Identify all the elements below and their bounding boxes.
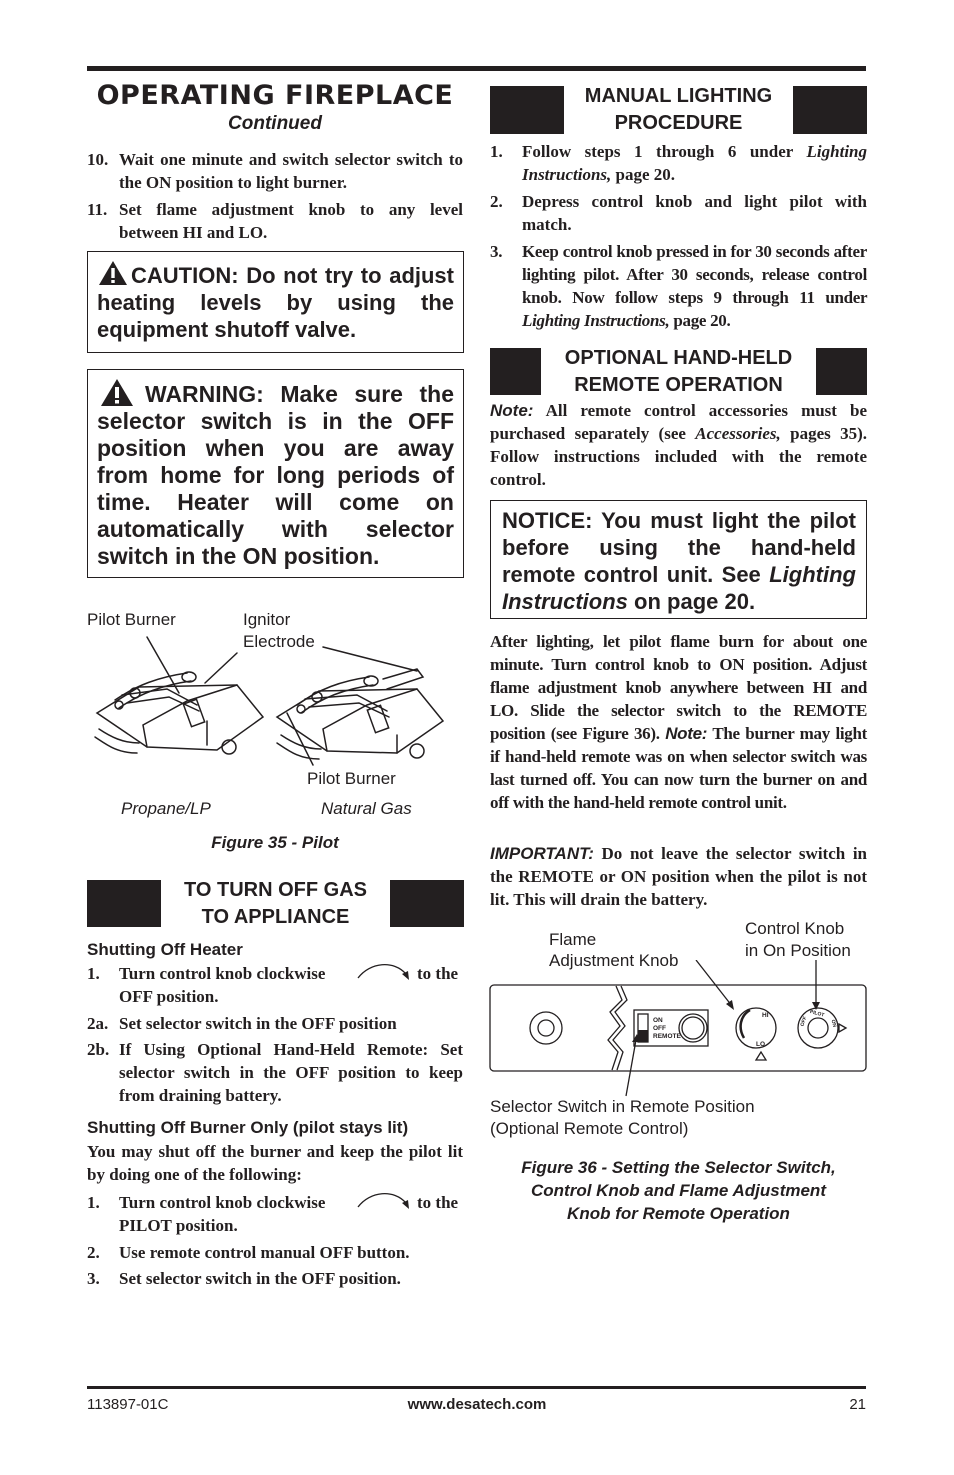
step-text: Turn control knob clockwise bbox=[119, 1193, 326, 1212]
bottom-rule bbox=[87, 1386, 866, 1389]
step-number: 2b. bbox=[87, 1040, 110, 1059]
step-number: 1. bbox=[87, 964, 100, 983]
step-text: Set selector switch in the OFF position bbox=[119, 1014, 397, 1033]
banner-block-left bbox=[490, 348, 541, 395]
step-text: Turn control knob clockwise bbox=[119, 964, 326, 983]
step-text: Set flame adjustment knob to any level between HI and LO. bbox=[119, 200, 463, 242]
after-text-a: After lighting, let pilot flame burn for about one minute. Turn control knob to ON position. Adjust flame adjustment knob anywhere between HI and LO. Slide the selector switch to the REMOTE position (see Figure 36). bbox=[490, 632, 867, 743]
figure36-caption-line-1: Figure 36 - Setting the Selector Switch, bbox=[521, 1158, 836, 1177]
step-11 bbox=[87, 198, 463, 246]
label-optional-remote: (Optional Remote Control) bbox=[490, 1119, 689, 1138]
control-panel-figure bbox=[488, 960, 868, 1100]
turnoff-step-2a bbox=[87, 1012, 463, 1036]
label-control-knob: Control Knob bbox=[745, 919, 845, 938]
label-natural-gas: Natural Gas bbox=[321, 799, 412, 818]
burner-step-3 bbox=[87, 1267, 463, 1291]
label-pilot-burner-ng: Pilot Burner bbox=[307, 769, 396, 788]
step-text: Keep control knob pressed in for 30 seconds after lighting pilot. After 30 seconds, release control knob. Now follow steps 9 through 11 under bbox=[522, 242, 867, 307]
label-ignitor: Ignitor bbox=[243, 610, 291, 629]
step-number: 1. bbox=[490, 142, 503, 161]
step-text-line2: OFF position. bbox=[119, 987, 219, 1006]
banner-block-left bbox=[490, 86, 564, 134]
note-label: Note: bbox=[490, 401, 534, 420]
step-number: 2a. bbox=[87, 1014, 109, 1033]
banner-label bbox=[541, 348, 816, 395]
step-number: 11. bbox=[87, 200, 108, 219]
label-adjustment-knob: Adjustment Knob bbox=[549, 951, 679, 970]
step-10 bbox=[87, 148, 463, 196]
note-link-text: Accessories, bbox=[695, 424, 781, 443]
subhead-shutting-off-heater: Shutting Off Heater bbox=[87, 940, 243, 959]
banner-line-2: TO APPLIANCE bbox=[201, 905, 350, 928]
manual-step-1 bbox=[490, 140, 867, 188]
turnoff-intro: You may shut off the burner and keep the pilot lit by doing one of the following: bbox=[87, 1142, 463, 1184]
banner-block-right bbox=[816, 348, 867, 395]
manual-step-2 bbox=[490, 190, 867, 238]
warning-triangle-icon bbox=[98, 260, 128, 286]
step-link-text: Lighting Instructions, bbox=[522, 311, 670, 330]
burner-step-2 bbox=[87, 1241, 463, 1265]
step-number: 2. bbox=[490, 192, 503, 211]
step-text: Set selector switch in the OFF position. bbox=[119, 1269, 401, 1288]
step-text-end: page 20. bbox=[615, 165, 676, 184]
label-propane: Propane/LP bbox=[121, 799, 211, 818]
step-text: Use remote control manual OFF button. bbox=[119, 1243, 410, 1262]
label-on-position: in On Position bbox=[745, 941, 851, 960]
step-text: Follow steps 1 through 6 under bbox=[522, 142, 794, 161]
clockwise-arrow-icon bbox=[356, 958, 412, 982]
warning-triangle-icon bbox=[100, 378, 134, 407]
notice-text-a: NOTICE: You must light the pilot before using the hand-held remote control unit. See bbox=[502, 508, 856, 587]
step-number: 3. bbox=[490, 242, 503, 261]
manual-lighting-banner bbox=[490, 86, 867, 134]
remote-operation-banner bbox=[490, 348, 867, 395]
manual-step-3 bbox=[490, 240, 867, 334]
important-label: IMPORTANT: bbox=[490, 844, 594, 863]
switch-on-label: ON bbox=[653, 1017, 663, 1024]
figure36-caption-line-3: Knob for Remote Operation bbox=[567, 1204, 790, 1223]
banner-line-1: MANUAL LIGHTING bbox=[584, 85, 773, 107]
page-number: 21 bbox=[849, 1396, 866, 1413]
important-text bbox=[490, 842, 867, 911]
banner-line-1: TO TURN OFF GAS bbox=[184, 878, 367, 901]
note-label: Note: bbox=[665, 724, 708, 743]
figure36-caption-line-2: Control Knob and Flame Adjustment bbox=[531, 1181, 826, 1200]
banner-line-1: OPTIONAL HAND-HELD bbox=[564, 346, 793, 369]
notice-box bbox=[490, 500, 867, 619]
label-electrode: Electrode bbox=[243, 632, 315, 651]
switch-remote-label: REMOTE bbox=[653, 1033, 681, 1040]
step-number: 3. bbox=[87, 1269, 100, 1288]
banner-label bbox=[161, 880, 390, 927]
step-text: Depress control knob and light pilot with match. bbox=[522, 192, 867, 234]
banner-line-2: PROCEDURE bbox=[614, 112, 743, 134]
banner-block-right bbox=[390, 880, 464, 927]
label-selector-switch: Selector Switch in Remote Position bbox=[490, 1097, 755, 1116]
banner-block-left bbox=[87, 880, 161, 927]
step-link-text: Lighting Instructions, bbox=[522, 142, 868, 184]
step-number: 10. bbox=[87, 150, 109, 169]
step-text-end: page 20. bbox=[673, 311, 731, 330]
subhead-shutting-off-burner: Shutting Off Burner Only (pilot stays lit) bbox=[87, 1118, 409, 1137]
note-text-end: pages 35). Follow instructions included with the remote control. bbox=[490, 424, 868, 489]
switch-off-label: OFF bbox=[653, 1025, 666, 1032]
label-flame: Flame bbox=[549, 930, 597, 949]
turn-off-banner bbox=[87, 880, 464, 927]
after-lighting-text bbox=[490, 630, 867, 814]
step-text-end: to the bbox=[417, 964, 459, 983]
figure35-caption: Figure 35 - Pilot bbox=[211, 833, 339, 852]
caution-box bbox=[87, 251, 464, 353]
step-text: Wait one minute and switch selector switch to the ON position to light burner. bbox=[119, 150, 463, 192]
website: www.desatech.com bbox=[407, 1396, 547, 1413]
step-text: If Using Optional Hand-Held Remote: Set selector switch in the OFF position to keep from draining battery. bbox=[119, 1040, 463, 1105]
note-text: All remote control accessories must be purchased separately (see bbox=[490, 401, 868, 443]
control-off-label: OFF bbox=[799, 1015, 809, 1028]
banner-line-2: REMOTE OPERATION bbox=[574, 373, 783, 396]
caution-text: CAUTION: Do not try to adjust heating levels by using the equipment shutoff valve. bbox=[97, 263, 454, 342]
top-rule bbox=[87, 66, 866, 71]
section-title: OPERATING FIREPLACE bbox=[96, 80, 454, 111]
important-body: Do not leave the selector switch in the REMOTE or ON position when the pilot is not lit. This will drain the battery. bbox=[490, 844, 868, 909]
after-text-b: The burner may light if hand-held remote was on when selector switch was last turned off. You can now turn the burner on and off with the hand-held remote control unit. bbox=[490, 724, 868, 812]
label-pilot-burner: Pilot Burner bbox=[87, 610, 176, 629]
clockwise-arrow-icon bbox=[356, 1187, 412, 1211]
knob-lo-label: LO bbox=[756, 1041, 766, 1048]
step-text-line2: PILOT position. bbox=[119, 1216, 238, 1235]
remote-note bbox=[490, 399, 867, 491]
turnoff-step-2b bbox=[87, 1038, 463, 1108]
banner-block-right bbox=[793, 86, 867, 134]
step-number: 1. bbox=[87, 1193, 100, 1212]
step-text-end: to the bbox=[417, 1193, 459, 1212]
pilot-figure bbox=[87, 625, 467, 775]
section-subtitle: Continued bbox=[228, 113, 322, 134]
notice-text bbox=[502, 507, 856, 615]
notice-link-text: Lighting Instructions bbox=[502, 562, 856, 614]
notice-text-b: on page 20. bbox=[634, 589, 756, 614]
banner-label bbox=[564, 86, 793, 134]
step-number: 2. bbox=[87, 1243, 100, 1262]
doc-number: 113897-01C bbox=[87, 1396, 169, 1413]
control-on-label: ON bbox=[829, 1019, 838, 1028]
knob-hi-label: HI bbox=[762, 1012, 769, 1019]
warning-text: WARNING: Make sure the selector switch is in the OFF position when you are away from home for long periods of time. Heater will come on automatically with selector switch in the ON position. bbox=[97, 381, 454, 569]
control-pilot-label: PILOT bbox=[809, 1009, 825, 1019]
warning-box bbox=[87, 369, 464, 578]
